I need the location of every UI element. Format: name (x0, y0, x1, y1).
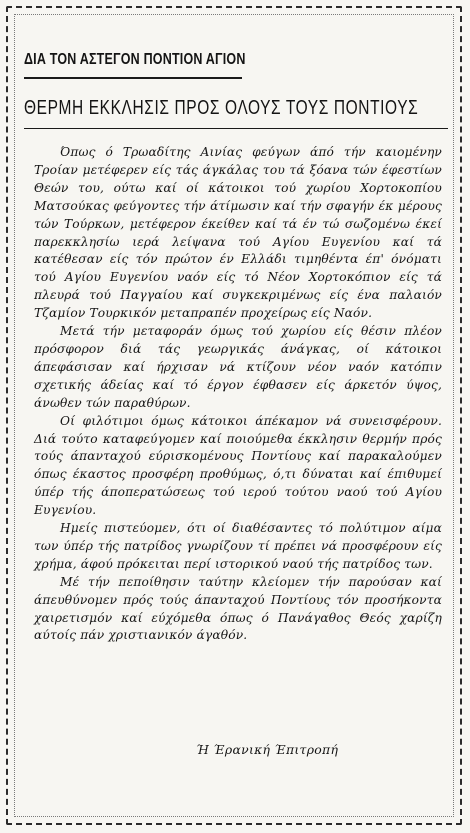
headline: ΘΕΡΜΗ ΕΚΚΛΗΣΙΣ ΠΡΟΣ ΟΛΟΥΣ ΤΟΥΣ ΠΟΝΤΙΟΥΣ (24, 97, 419, 120)
paragraph-4: Ημείς πιστεύομεν, ότι οί διαθέσαντες τό πολύτιμον αίμα των ύπέρ τής πατρίδος γνωρίζουν τί πρέπει νά προσφέρουν είς χρήμα, άφού πρόκειται περί ιστορικού ναού τής πατρίδος των. (34, 521, 442, 571)
paragraph-3: Οί φιλότιμοι όμως κάτοικοι άπέκαμον νά συνεισφέρουν. Διά τούτο καταφεύγομεν καί ποιούμεθα έκκλησιν θερμήν πρός τούς άπανταχού εύρισκομένους Ποντίους καί παρακαλούμεν όπως έκαστος προσφέρη προθύμως, ό,τι δύναται καί έπιθυμεί ύπέρ τής άποπερατώσεως τού ιερού τούτου ναού τού Αγίου Ευγενίου. (34, 413, 442, 518)
headline-rule (24, 128, 448, 129)
paragraph-2: Μετά τήν μεταφοράν όμως τού χωρίου είς θέσιν πλέον πρόσφορον διά τάς γεωργικάς άνάγκας, οί κάτοικοι άπεφάσισαν καί ήρχισαν νά κτίζουν νέον ναόν κατόπιν σχετικής άδείας καί τό έργον έφθασεν είς άρκετόν ύψος, άνωθεν τών παραθύρων. (34, 324, 442, 410)
paragraph-1: Όπως ό Τρωαδίτης Αινίας φεύγων άπό τήν καιομένην Τροίαν μετέφερεν είς τάς άγκάλας του τά ξόανα τών έφεστίων Θεών του, ούτω καί οί κάτοικοι τού χωρίου Χορτοκοπίου Ματσούκας φεύγοντες τήν άτίμωσιν καί τήν σφαγήν έκ μέρους τών Τούρκων, μετέφερον έκείθεν καί τά έν τώ σωζομένω έκεί παρεκκλησίω ιερά λείψανα τού Αγίου Ευγενίου καί τά κατέθεσαν είς τόν πρώτον έν Ελλάδι τιμηθέντα έπ' όνόματι τού Αγίου Ευγενίου ναόν είς τό Νέον Χορτοκόπιον είς τά πλευρά τού Παγγαίου καί συγκεκριμένως είς ένα παλαιόν Τζαμίον Τουρκικόν μεταπραπέν προχείρως είς Ναόν. (34, 145, 442, 321)
kicker-heading: ΔΙΑ ΤΟΝ ΑΣΤΕΓΟΝ ΠΟΝΤΙΟΝ ΑΓΙΟΝ (24, 50, 246, 68)
paragraph-5: Μέ τήν πεποίθησιν ταύτην κλείομεν τήν παρούσαν καί άπευθύνομεν πρός τούς άπανταχού Ποντίους τόν προσήκοντα χαιρετισμόν καί εύχόμεθα όπως ό Πανάγαθος Θεός χαρίζη αύτοίς πάν χριστιανικόν άγαθόν. (34, 574, 442, 643)
kicker-underline (24, 77, 242, 79)
signature: Ή Έρανική Έπιτροπή (196, 742, 339, 757)
article-body (34, 144, 442, 645)
